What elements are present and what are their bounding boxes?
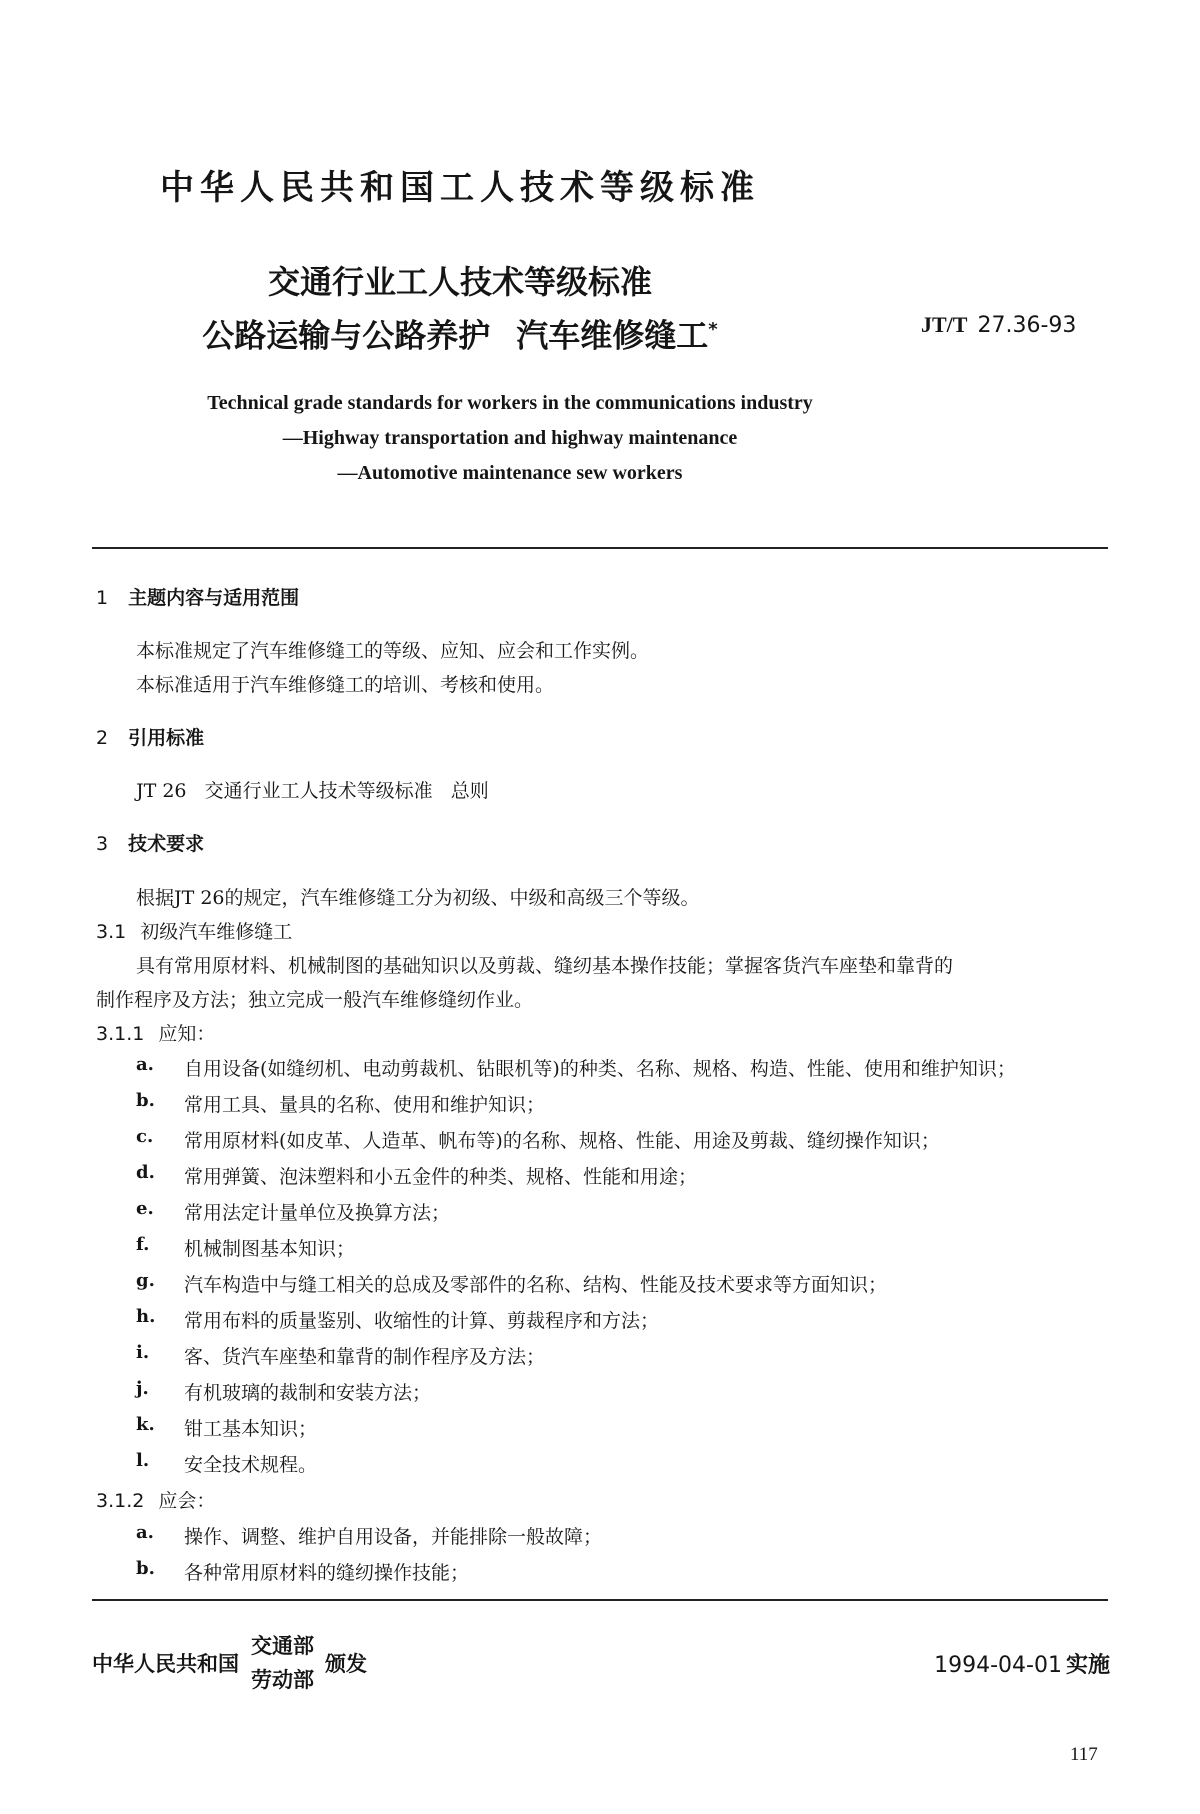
item-letter: d. xyxy=(136,1162,155,1183)
paragraph: 本标准适用于汽车维修缝工的培训、考核和使用。 xyxy=(136,674,555,696)
section-number: 2 xyxy=(96,727,109,749)
item-text: 常用原材料(如皮革、人造革、帆布等)的名称、规格、性能、用途及剪裁、缝纫操作知识； xyxy=(184,1130,940,1152)
item-letter: b. xyxy=(136,1090,155,1111)
item-text: 常用工具、量具的名称、使用和维护知识； xyxy=(184,1094,546,1116)
item-text: 有机玻璃的裁制和安装方法； xyxy=(184,1382,432,1404)
item-text: 客、货汽车座垫和靠背的制作程序及方法； xyxy=(184,1346,546,1368)
item-letter: h. xyxy=(136,1306,156,1327)
title-line-2-part-a: 公路运输与公路养护 xyxy=(202,316,491,355)
english-title-line: —Highway transportation and highway maintenance xyxy=(282,427,738,449)
item-letter: b. xyxy=(136,1558,155,1579)
subsection-number: 3.1.2 xyxy=(96,1490,145,1512)
item-letter: c. xyxy=(136,1126,154,1147)
item-text: 常用布料的质量鉴别、收缩性的计算、剪裁程序和方法； xyxy=(184,1310,660,1332)
issue-label: 颁发 xyxy=(325,1652,367,1676)
item-text: 各种常用原材料的缝纫操作技能； xyxy=(184,1562,470,1584)
title-footnote-mark: * xyxy=(708,319,718,340)
header-divider xyxy=(92,547,1108,549)
title-line-2 xyxy=(0,306,920,360)
item-text: 钳工基本知识； xyxy=(184,1418,318,1440)
masthead: 中华人民共和国工人技术等级标准 xyxy=(160,168,760,208)
date-value: 1994-04-01 xyxy=(934,1653,1062,1678)
item-letter: l. xyxy=(136,1450,150,1471)
item-text: 常用法定计量单位及换算方法； xyxy=(184,1202,451,1224)
paragraph: 具有常用原材料、机械制图的基础知识以及剪裁、缝纫基本操作技能；掌握客货汽车座垫和靠背的 xyxy=(136,955,954,977)
standard-number: 27.36-93 xyxy=(977,313,1077,338)
section-heading-1 xyxy=(96,583,299,610)
subsection-title: 应会： xyxy=(158,1490,216,1512)
paragraph: 本标准规定了汽车维修缝工的等级、应知、应会和工作实例。 xyxy=(136,640,650,662)
paragraph: 根据JT 26的规定，汽车维修缝工分为初级、中级和高级三个等级。 xyxy=(136,887,700,909)
subsection-number: 3.1.1 xyxy=(96,1023,145,1045)
page-number: 117 xyxy=(1070,1744,1098,1765)
item-letter: k. xyxy=(136,1414,155,1435)
item-letter: e. xyxy=(136,1198,154,1219)
item-letter: g. xyxy=(136,1270,155,1291)
issuing-department: 劳动部 xyxy=(251,1668,314,1692)
title-line-2-part-b: 汽车维修缝工 xyxy=(516,316,709,355)
standard-prefix: JT/T xyxy=(921,312,968,337)
subsection-title: 初级汽车维修缝工 xyxy=(140,921,293,943)
item-text: 安全技术规程。 xyxy=(184,1454,318,1476)
subsection-heading-3-1-2 xyxy=(96,1486,215,1513)
subsection-title: 应知： xyxy=(158,1023,216,1045)
item-text: 自用设备(如缝纫机、电动剪裁机、钻眼机等)的种类、名称、规格、构造、性能、使用和维护知识； xyxy=(184,1058,1016,1080)
item-letter: j. xyxy=(136,1378,149,1399)
item-text: 机械制图基本知识； xyxy=(184,1238,356,1260)
paragraph: 制作程序及方法；独立完成一般汽车维修缝纫作业。 xyxy=(96,989,534,1011)
footer-divider xyxy=(92,1599,1108,1601)
title-block xyxy=(0,258,920,360)
english-title xyxy=(0,386,1020,491)
item-letter: a. xyxy=(136,1054,154,1075)
title-line-1: 交通行业工人技术等级标准 xyxy=(267,263,652,301)
item-letter: f. xyxy=(136,1234,150,1255)
section-title: 主题内容与适用范围 xyxy=(128,587,300,609)
issuing-country: 中华人民共和国 xyxy=(92,1652,239,1676)
english-title-line: —Automotive maintenance sew workers xyxy=(337,462,683,484)
subsection-heading-3-1 xyxy=(96,917,292,944)
section-heading-3 xyxy=(96,829,204,856)
item-letter: i. xyxy=(136,1342,150,1363)
section-number: 3 xyxy=(96,833,109,855)
section-title: 引用标准 xyxy=(128,727,205,749)
item-letter: a. xyxy=(136,1522,154,1543)
reference-standard: JT 26 交通行业工人技术等级标准 总则 xyxy=(136,780,489,802)
english-title-line: Technical grade standards for workers in the communications industry xyxy=(207,392,813,414)
subsection-heading-3-1-1 xyxy=(96,1019,215,1046)
implement-label: 实施 xyxy=(1065,1653,1110,1678)
item-text: 常用弹簧、泡沫塑料和小五金件的种类、规格、性能和用途； xyxy=(184,1166,698,1188)
item-text: 汽车构造中与缝工相关的总成及零部件的名称、结构、性能及技术要求等方面知识； xyxy=(184,1274,888,1296)
section-title: 技术要求 xyxy=(128,833,205,855)
item-text: 操作、调整、维护自用设备，并能排除一般故障； xyxy=(184,1526,603,1548)
standard-code xyxy=(921,312,1076,338)
issuing-department: 交通部 xyxy=(251,1634,314,1658)
subsection-number: 3.1 xyxy=(96,921,127,943)
implementation-date xyxy=(934,1648,1110,1679)
section-heading-2 xyxy=(96,723,204,750)
section-number: 1 xyxy=(96,587,109,609)
